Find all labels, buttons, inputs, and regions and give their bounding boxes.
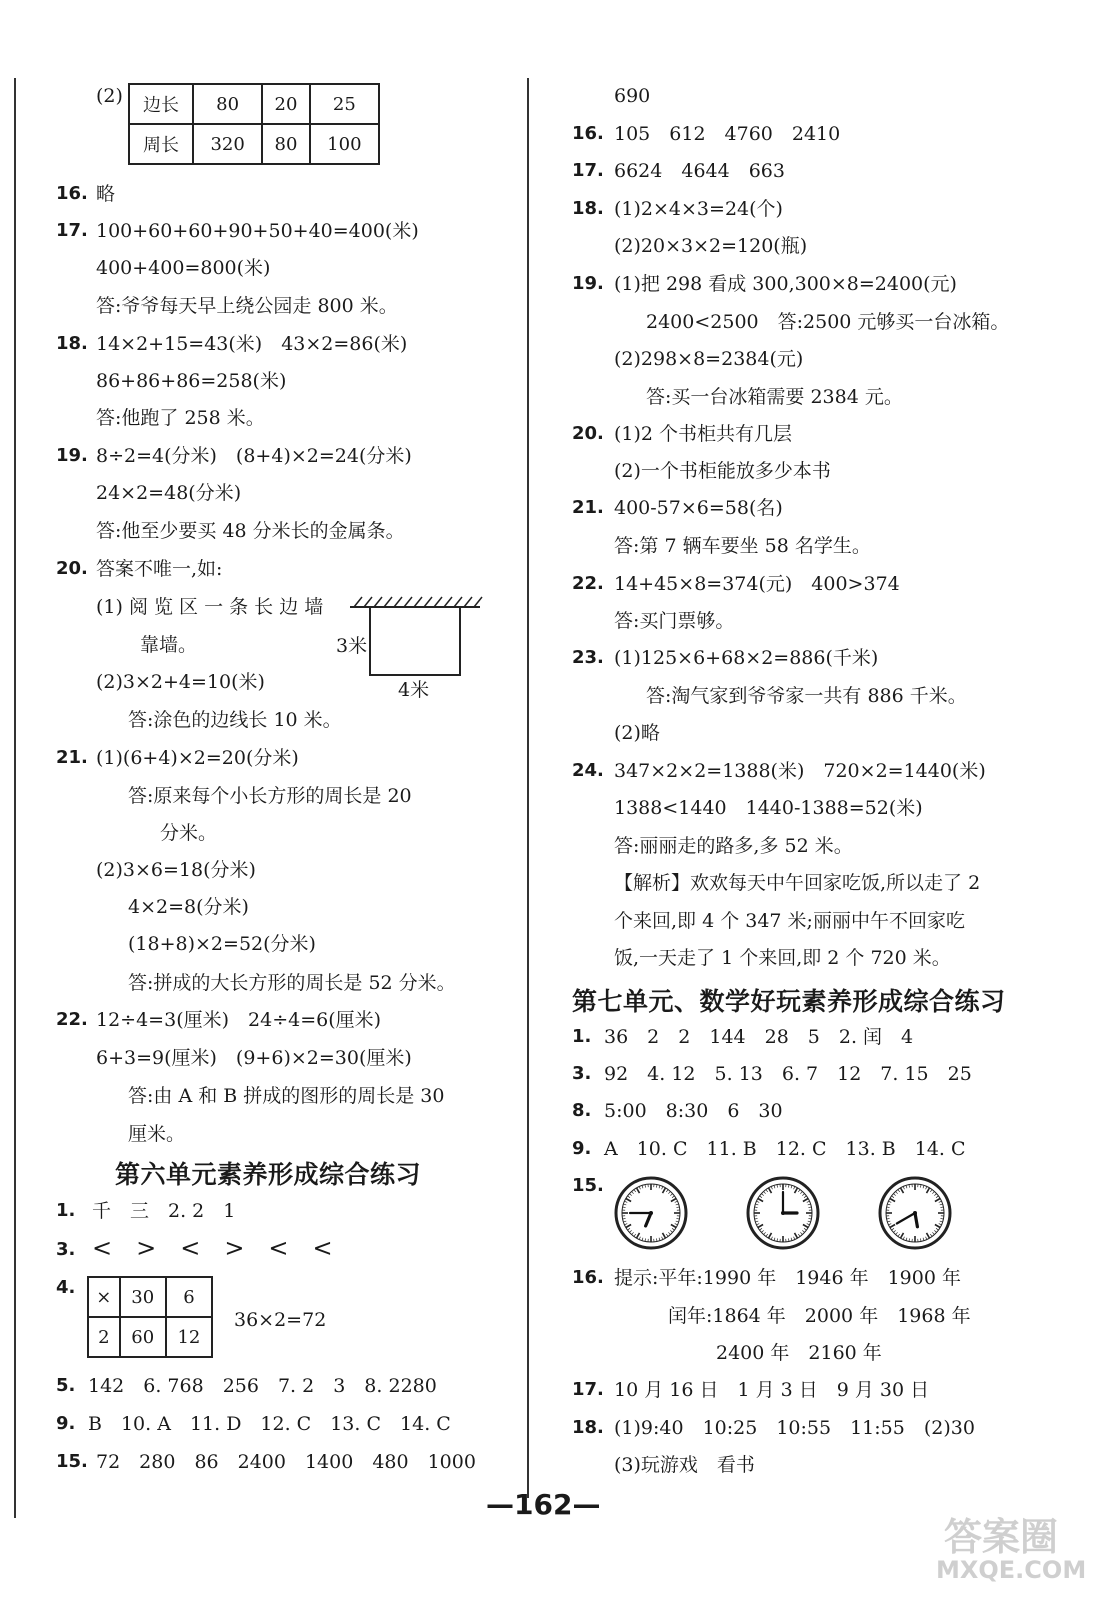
answer-line: (1)9:40 10:25 10:55 11:55 (2)30: [614, 1417, 975, 1439]
item-number: 8.: [572, 1100, 592, 1121]
table-cell: ×: [88, 1277, 120, 1317]
answer-line: 答:丽丽走的路多,多 52 米。: [614, 835, 853, 857]
answer-line: 24×2=48(分米): [96, 482, 242, 504]
column-divider: [527, 78, 529, 1498]
item-number: 18.: [572, 198, 604, 219]
answer-line: 答:拼成的大长方形的周长是 52 分米。: [128, 972, 456, 994]
item-number: 21.: [56, 747, 88, 768]
answer-line: (2)略: [614, 722, 660, 744]
answer-line: 92 4. 12 5. 13 6. 7 12 7. 15 25: [604, 1063, 972, 1085]
answer-line: 6+3=9(厘米) (9+6)×2=30(厘米): [96, 1047, 412, 1069]
answer-line: 答:涂色的边线长 10 米。: [128, 709, 342, 731]
answer-line: 答:原来每个小长方形的周长是 20: [128, 785, 412, 807]
answer-line: 4×2=8(分米): [128, 896, 249, 918]
item-number: 3.: [572, 1063, 592, 1084]
answer-line: (2)20×3×2=120(瓶): [614, 235, 808, 257]
answer-line: (1)(6+4)×2=20(分米): [96, 747, 299, 769]
table-cell: 25: [310, 84, 379, 124]
answer-line: 略: [96, 183, 116, 205]
item-number: 20.: [572, 423, 604, 444]
answer-line: 提示:平年:1990 年 1946 年 1900 年: [614, 1267, 961, 1289]
item-number: 17.: [56, 220, 88, 241]
answer-line: (1)2×4×3=24(个): [614, 198, 783, 220]
answer-line: 36×2=72: [234, 1309, 327, 1331]
fig-width-label: 4米: [398, 679, 430, 701]
table-cell: 80: [262, 124, 309, 164]
item-number: 17.: [572, 1379, 604, 1400]
answer-line: 100+60+60+90+50+40=400(米): [96, 220, 419, 242]
answer-line: 142 6. 768 256 7. 2 3 8. 2280: [88, 1375, 437, 1397]
answer-line: 347×2×2=1388(米) 720×2=1440(米): [614, 760, 986, 782]
answer-line: 答:买门票够。: [614, 610, 735, 632]
answer-line: (1)2 个书柜共有几层: [614, 423, 793, 445]
clock-icon: [614, 1176, 688, 1250]
item-number: 15.: [572, 1175, 604, 1196]
answer-line: 个来回,即 4 个 347 米;丽丽中午不回家吃: [614, 910, 965, 932]
answer-line: (1) 阅 览 区 一 条 长 边 墙: [96, 596, 324, 618]
table-cell: 30: [120, 1277, 166, 1317]
item-number: 19.: [56, 445, 88, 466]
q15-2-label: (2): [96, 85, 123, 107]
answer-line: 6624 4644 663: [614, 160, 785, 182]
answer-line: (3)玩游戏 看书: [614, 1454, 755, 1476]
answer-line: 400+400=800(米): [96, 257, 271, 279]
answer-line: 690: [614, 85, 651, 107]
item-number: 22.: [572, 573, 604, 594]
table-cell: 周长: [129, 124, 193, 164]
answer-line: 饭,一天走了 1 个来回,即 2 个 720 米。: [614, 947, 951, 969]
table-cell: 边长: [129, 84, 193, 124]
section-title-unit6: 第六单元素养形成综合练习: [115, 1160, 422, 1189]
answer-line: 5:00 8:30 6 30: [604, 1100, 783, 1122]
answer-line: (2)3×6=18(分米): [96, 859, 256, 881]
answer-line: (2)一个书柜能放多少本书: [614, 460, 831, 482]
perimeter-table: [128, 83, 380, 165]
answer-line: < > < > < <: [92, 1234, 333, 1262]
item-number: 5.: [56, 1375, 76, 1396]
item-number: 21.: [572, 497, 604, 518]
item-number: 9.: [572, 1138, 592, 1159]
table-cell: 12: [166, 1317, 212, 1357]
item-number: 1.: [56, 1200, 76, 1221]
answer-line: 答:买一台冰箱需要 2384 元。: [646, 386, 903, 408]
answer-line: (2)298×8=2384(元): [614, 348, 804, 370]
answer-line: 86+86+86=258(米): [96, 370, 287, 392]
answer-line: 答:第 7 辆车要坐 58 名学生。: [614, 535, 871, 557]
table-cell: 100: [310, 124, 379, 164]
answer-line: (18+8)×2=52(分米): [128, 933, 316, 955]
answer-line: 答案不唯一,如:: [96, 558, 223, 580]
answer-line: 答:淘气家到爷爷家一共有 886 千米。: [646, 685, 967, 707]
item-number: 19.: [572, 273, 604, 294]
answer-line: 答:爷爷每天早上绕公园走 800 米。: [96, 295, 398, 317]
item-number: 18.: [56, 333, 88, 354]
answer-line: 千 三 2. 2 1: [92, 1200, 236, 1222]
answer-line: 2400<2500 答:2500 元够买一台冰箱。: [646, 311, 1010, 333]
answer-line: 2400 年 2160 年: [716, 1342, 882, 1364]
answer-line: 72 280 86 2400 1400 480 1000: [96, 1451, 476, 1473]
item-number: 16.: [572, 1267, 604, 1288]
watermark-logo: 答案圈: [944, 1515, 1059, 1559]
item-number: 20.: [56, 558, 88, 579]
answer-line: 答:他至少要买 48 分米长的金属条。: [96, 520, 405, 542]
answer-line: 36 2 2 144 28 5 2. 闰 4: [604, 1026, 914, 1048]
watermark-url: MXQE.COM: [936, 1556, 1087, 1584]
answer-line: 14×2+15=43(米) 43×2=86(米): [96, 333, 408, 355]
answer-line: (2)3×2+4=10(米): [96, 671, 265, 693]
item-number: 15.: [56, 1451, 88, 1472]
table-cell: 6: [166, 1277, 212, 1317]
answer-line: 105 612 4760 2410: [614, 123, 841, 145]
clock-center: [649, 1211, 653, 1215]
answer-line: (1)125×6+68×2=886(千米): [614, 647, 879, 669]
left-margin-line: [14, 78, 16, 1518]
answer-line: (1)把 298 看成 300,300×8=2400(元): [614, 273, 957, 295]
item-number: 17.: [572, 160, 604, 181]
clock-center: [913, 1211, 917, 1215]
page-number: —162—: [486, 1488, 601, 1521]
answer-line: 答:由 A 和 B 拼成的图形的周长是 30: [128, 1085, 445, 1107]
item-number: 22.: [56, 1009, 88, 1030]
answer-line: B 10. A 11. D 12. C 13. C 14. C: [88, 1413, 451, 1435]
answer-line: 8÷2=4(分米) (8+4)×2=24(分米): [96, 445, 412, 467]
answer-line: 12÷4=3(厘米) 24÷4=6(厘米): [96, 1009, 382, 1031]
item-number: 3.: [56, 1239, 76, 1260]
section-title-unit7: 第七单元、数学好玩素养形成综合练习: [572, 987, 1006, 1016]
item-number: 24.: [572, 760, 604, 781]
table-cell: 320: [193, 124, 262, 164]
item-number: 18.: [572, 1417, 604, 1438]
multiplication-table: [87, 1276, 213, 1358]
answer-line: 【解析】欢欢每天中午回家吃饭,所以走了 2: [614, 872, 981, 894]
table-cell: 2: [88, 1317, 120, 1357]
answer-line: 分米。: [160, 822, 218, 844]
answer-line: 闰年:1864 年 2000 年 1968 年: [668, 1305, 971, 1327]
table-cell: 20: [262, 84, 309, 124]
answer-line: 1388<1440 1440-1388=52(米): [614, 797, 923, 819]
item-number: 16.: [56, 183, 88, 204]
item-number: 4.: [56, 1277, 76, 1298]
answer-line: 靠墙。: [140, 634, 198, 656]
item-number: 23.: [572, 647, 604, 668]
item-number: 1.: [572, 1026, 592, 1047]
table-cell: 80: [193, 84, 262, 124]
answer-line: 厘米。: [128, 1123, 186, 1145]
answer-line: 10 月 16 日 1 月 3 日 9 月 30 日: [614, 1379, 930, 1401]
fig-height-label: 3米: [336, 635, 368, 657]
answer-line: A 10. C 11. B 12. C 13. B 14. C: [604, 1138, 966, 1160]
answer-line: 答:他跑了 258 米。: [96, 407, 265, 429]
clock-icon: [746, 1176, 820, 1250]
answer-line: 14+45×8=374(元) 400>374: [614, 573, 900, 595]
clock-icon: [878, 1176, 952, 1250]
item-number: 16.: [572, 123, 604, 144]
answer-line: 400-57×6=58(名): [614, 497, 783, 519]
clock-center: [781, 1211, 785, 1215]
item-number: 9.: [56, 1413, 76, 1434]
table-cell: 60: [120, 1317, 166, 1357]
